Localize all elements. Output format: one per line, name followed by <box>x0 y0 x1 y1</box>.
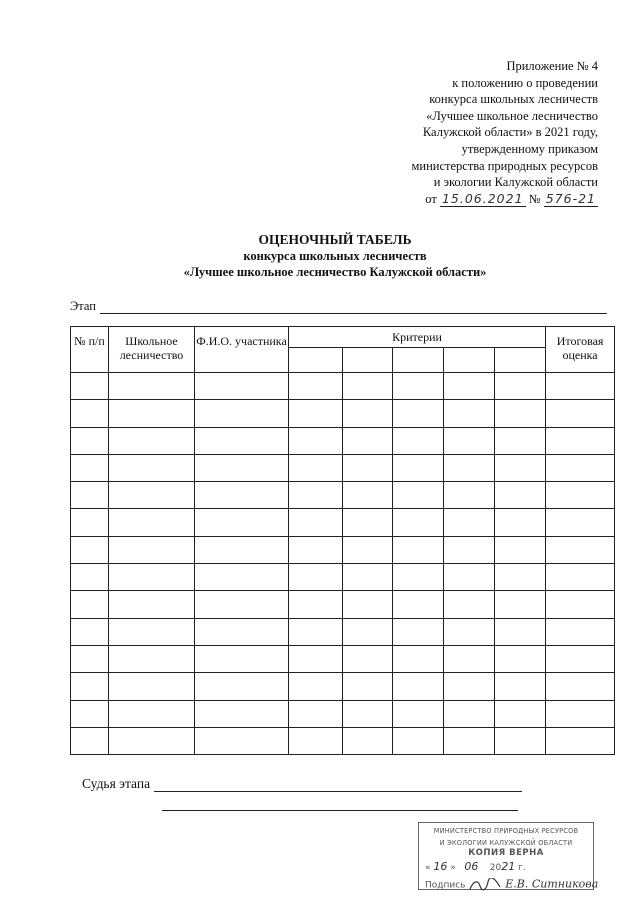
stamp-line-3: КОПИЯ ВЕРНА <box>468 848 544 858</box>
table-cell <box>195 727 289 754</box>
appendix-block <box>330 58 598 207</box>
table-cell <box>495 727 546 754</box>
table-cell <box>546 727 615 754</box>
table-cell <box>393 618 444 645</box>
table-cell <box>71 564 109 591</box>
table-cell <box>495 536 546 563</box>
table-cell <box>393 700 444 727</box>
table-cell <box>71 673 109 700</box>
criteria-subcolumn <box>343 348 393 373</box>
order-date-line <box>330 191 598 208</box>
table-cell <box>444 564 495 591</box>
judge-label: Судья этапа <box>82 776 151 791</box>
table-cell <box>444 400 495 427</box>
table-cell <box>195 509 289 536</box>
table-cell <box>109 727 195 754</box>
table-cell <box>343 700 393 727</box>
table-cell <box>71 536 109 563</box>
table-cell <box>289 564 343 591</box>
stamp-year-mark: г. <box>518 863 526 873</box>
table-cell <box>546 591 615 618</box>
table-cell <box>393 373 444 400</box>
table-cell <box>495 700 546 727</box>
table-cell <box>195 618 289 645</box>
table-row <box>71 536 615 563</box>
judge-second-line <box>162 810 518 811</box>
table-cell <box>546 673 615 700</box>
stamp-line-1: МИНИСТЕРСТВО ПРИРОДНЫХ РЕСУРСОВ <box>433 827 579 835</box>
appendix-line: и экологии Калужской области <box>433 175 598 190</box>
table-cell <box>71 454 109 481</box>
stage-label: Этап <box>70 299 96 313</box>
appendix-line: утвержденному приказом <box>461 141 598 156</box>
table-cell <box>444 591 495 618</box>
table-cell <box>444 700 495 727</box>
table-cell <box>289 509 343 536</box>
stamp-line-2: И ЭКОЛОГИИ КАЛУЖСКОЙ ОБЛАСТИ <box>439 839 573 847</box>
table-cell <box>444 427 495 454</box>
stamp-month: 06 <box>464 860 479 873</box>
score-table <box>70 326 615 755</box>
table-cell <box>393 673 444 700</box>
judge-row <box>82 776 522 792</box>
table-cell <box>393 400 444 427</box>
table-cell <box>444 482 495 509</box>
table-row <box>71 454 615 481</box>
table-cell <box>495 673 546 700</box>
table-cell <box>546 454 615 481</box>
header-school: Школьное лесничество <box>109 327 195 373</box>
table-cell <box>71 727 109 754</box>
criteria-subcolumn <box>289 348 343 373</box>
table-cell <box>546 427 615 454</box>
judge-blank-line <box>154 778 522 792</box>
table-cell <box>343 373 393 400</box>
table-row <box>71 373 615 400</box>
table-row <box>71 482 615 509</box>
table-cell <box>444 509 495 536</box>
table-cell <box>546 564 615 591</box>
criteria-subcolumn <box>495 348 546 373</box>
table-cell <box>289 727 343 754</box>
table-cell <box>109 427 195 454</box>
stamp-year-suffix: 21 <box>501 860 516 873</box>
table-cell <box>71 482 109 509</box>
table-cell <box>343 618 393 645</box>
table-cell <box>109 618 195 645</box>
signer-name: Е.В. Ситникова <box>505 877 599 891</box>
table-cell <box>343 454 393 481</box>
table-cell <box>393 482 444 509</box>
header-fio: Ф.И.О. участника <box>195 327 289 373</box>
table-cell <box>343 673 393 700</box>
table-cell <box>289 427 343 454</box>
table-cell <box>195 591 289 618</box>
stage-row <box>70 296 607 314</box>
table-cell <box>109 591 195 618</box>
table-cell <box>109 673 195 700</box>
table-cell <box>343 727 393 754</box>
table-cell <box>71 645 109 672</box>
signature-mark-icon <box>468 878 502 892</box>
table-cell <box>495 482 546 509</box>
table-cell <box>393 454 444 481</box>
table-cell <box>393 427 444 454</box>
table-cell <box>546 482 615 509</box>
table-cell <box>289 482 343 509</box>
table-cell <box>444 645 495 672</box>
table-cell <box>495 645 546 672</box>
table-cell <box>495 427 546 454</box>
table-cell <box>343 645 393 672</box>
table-cell <box>495 400 546 427</box>
table-cell <box>393 645 444 672</box>
stamp-year-prefix: 20 <box>489 863 502 873</box>
table-cell <box>195 400 289 427</box>
order-date: 15.06.2021 <box>441 190 524 206</box>
table-cell <box>195 700 289 727</box>
appendix-line: к положению о проведении <box>452 75 598 90</box>
table-cell <box>109 373 195 400</box>
appendix-line: «Лучшее школьное лесничество <box>426 108 598 123</box>
table-cell <box>195 564 289 591</box>
table-cell <box>195 454 289 481</box>
table-cell <box>71 509 109 536</box>
table-cell <box>343 536 393 563</box>
table-cell <box>289 618 343 645</box>
table-row <box>71 400 615 427</box>
table-row <box>71 673 615 700</box>
table-cell <box>393 727 444 754</box>
table-cell <box>444 373 495 400</box>
appendix-line: Калужской области» в 2021 году, <box>422 125 598 140</box>
table-cell <box>393 564 444 591</box>
stamp-signature-row <box>419 877 599 892</box>
signature-label: Подпись <box>425 880 466 891</box>
table-cell <box>444 536 495 563</box>
table-cell <box>71 591 109 618</box>
number-prefix: № <box>528 191 541 206</box>
table-cell <box>546 509 615 536</box>
stamp-day: 16 <box>433 860 448 873</box>
table-cell <box>195 373 289 400</box>
appendix-line: министерства природных ресурсов <box>411 158 598 173</box>
table-cell <box>195 536 289 563</box>
table-cell <box>109 400 195 427</box>
table-cell <box>546 645 615 672</box>
table-cell <box>109 482 195 509</box>
table-cell <box>195 673 289 700</box>
table-cell <box>109 564 195 591</box>
subtitle-1: конкурса школьных лесничеств <box>243 249 427 263</box>
table-cell <box>109 454 195 481</box>
table-cell <box>495 618 546 645</box>
table-cell <box>393 536 444 563</box>
table-cell <box>71 618 109 645</box>
table-cell <box>109 509 195 536</box>
table-cell <box>195 645 289 672</box>
table-cell <box>495 591 546 618</box>
subtitle-2: «Лучшее школьное лесничество Калужской области» <box>183 265 487 279</box>
table-cell <box>546 536 615 563</box>
table-row <box>71 645 615 672</box>
appendix-line: конкурса школьных лесничеств <box>429 92 598 107</box>
table-cell <box>343 482 393 509</box>
table-cell <box>195 427 289 454</box>
header-criteria: Критерии <box>289 327 546 348</box>
table-cell <box>495 509 546 536</box>
appendix-line: Приложение № 4 <box>506 59 598 73</box>
stage-blank-line <box>100 301 607 314</box>
table-cell <box>546 373 615 400</box>
table-cell <box>109 700 195 727</box>
table-cell <box>393 509 444 536</box>
table-cell <box>444 727 495 754</box>
table-cell <box>546 618 615 645</box>
table-cell <box>71 373 109 400</box>
table-row <box>71 591 615 618</box>
header-number: № п/п <box>71 327 109 373</box>
table-row <box>71 427 615 454</box>
table-cell <box>343 564 393 591</box>
table-cell <box>444 454 495 481</box>
date-prefix: от <box>425 191 437 206</box>
table-cell <box>289 673 343 700</box>
table-cell <box>289 373 343 400</box>
certification-stamp <box>418 822 599 891</box>
table-cell <box>343 427 393 454</box>
table-cell <box>71 427 109 454</box>
table-cell <box>289 536 343 563</box>
table-cell <box>444 618 495 645</box>
table-cell <box>289 400 343 427</box>
table-cell <box>495 373 546 400</box>
order-number: 576-21 <box>545 190 596 206</box>
table-row <box>71 509 615 536</box>
table-cell <box>109 645 195 672</box>
table-cell <box>195 482 289 509</box>
table-row <box>71 727 615 754</box>
table-cell <box>546 700 615 727</box>
table-cell <box>546 400 615 427</box>
page-title: ОЦЕНОЧНЫЙ ТАБЕЛЬ <box>258 232 412 247</box>
table-cell <box>71 400 109 427</box>
table-row <box>71 618 615 645</box>
table-cell <box>289 591 343 618</box>
table-cell <box>289 700 343 727</box>
table-cell <box>343 591 393 618</box>
table-cell <box>444 673 495 700</box>
table-cell <box>289 645 343 672</box>
title-block <box>0 232 639 280</box>
table-cell <box>289 454 343 481</box>
table-row <box>71 564 615 591</box>
table-cell <box>343 400 393 427</box>
table-cell <box>343 509 393 536</box>
header-final-score: Итоговая оценка <box>546 327 615 373</box>
table-cell <box>109 536 195 563</box>
stamp-date: « 16 » 06 2021 г. <box>425 860 526 873</box>
table-cell <box>71 700 109 727</box>
table-cell <box>495 564 546 591</box>
criteria-subcolumn <box>444 348 495 373</box>
table-row <box>71 700 615 727</box>
criteria-subcolumn <box>393 348 444 373</box>
table-cell <box>495 454 546 481</box>
table-cell <box>393 591 444 618</box>
table-body <box>71 373 615 755</box>
